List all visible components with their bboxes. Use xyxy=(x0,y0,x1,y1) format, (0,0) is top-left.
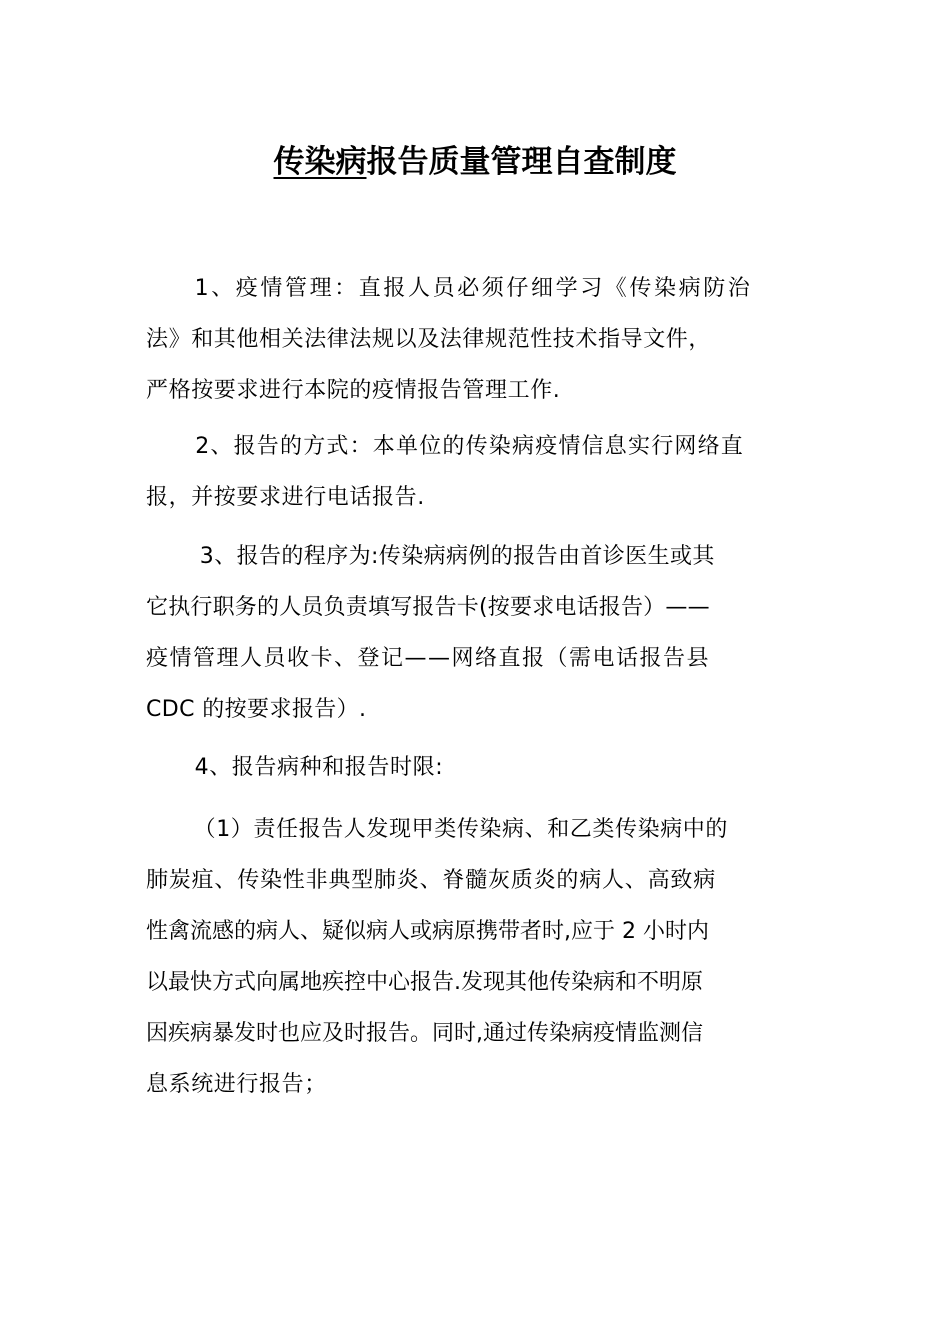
paragraph-line: 息系统进行报告； xyxy=(146,1072,327,1097)
paragraph-line: 疫情管理人员收卡、登记——网络直报（需电话报告县 xyxy=(146,646,711,671)
paragraph-line: 4、报告病种和报告时限: xyxy=(172,755,444,780)
paragraph-line: 严格按要求进行本院的疫情报告管理工作. xyxy=(146,378,561,403)
paragraph-line: 报，并按要求进行电话报告. xyxy=(146,485,425,510)
paragraph-line: 法》和其他相关法律法规以及法律规范性技术指导文件， xyxy=(146,327,712,352)
paragraph-line: 因疾病暴发时也应及时报告。同时,通过传染病疫情监测信 xyxy=(146,1021,703,1046)
title-underlined-part: 传染病 xyxy=(273,144,367,180)
paragraph-line: 性禽流感的病人、疑似病人或病原携带者时,应于 2 小时内 xyxy=(146,919,709,944)
paragraph-line: （1）责任报告人发现甲类传染病、和乙类传染病中的 xyxy=(182,817,728,842)
paragraph-line: 2、报告的方式：本单位的传染病疫情信息实行网络直 xyxy=(172,434,744,459)
document-title xyxy=(0,140,950,184)
paragraph-line: 以最快方式向属地疾控中心报告.发现其他传染病和不明原 xyxy=(146,970,703,995)
paragraph-1 xyxy=(146,263,806,416)
paragraph-2 xyxy=(146,421,806,523)
paragraph-line: 肺炭疽、传染性非典型肺炎、脊髓灰质炎的病人、高致病 xyxy=(146,868,717,893)
paragraph-3 xyxy=(146,531,806,735)
paragraph-line: 1、疫情管理：直报人员必须仔细学习《传染病防治 xyxy=(170,276,753,301)
paragraph-5 xyxy=(146,804,806,1110)
paragraph-line: 它执行职务的人员负责填写报告卡(按要求电话报告）—— xyxy=(146,595,710,620)
paragraph-line: 3、报告的程序为:传染病病例的报告由首诊医生或其 xyxy=(170,544,715,569)
paragraph-line: CDC 的按要求报告）. xyxy=(146,697,367,722)
paragraph-4 xyxy=(146,742,806,793)
title-rest-part: 报告质量管理自查制度 xyxy=(366,144,677,180)
